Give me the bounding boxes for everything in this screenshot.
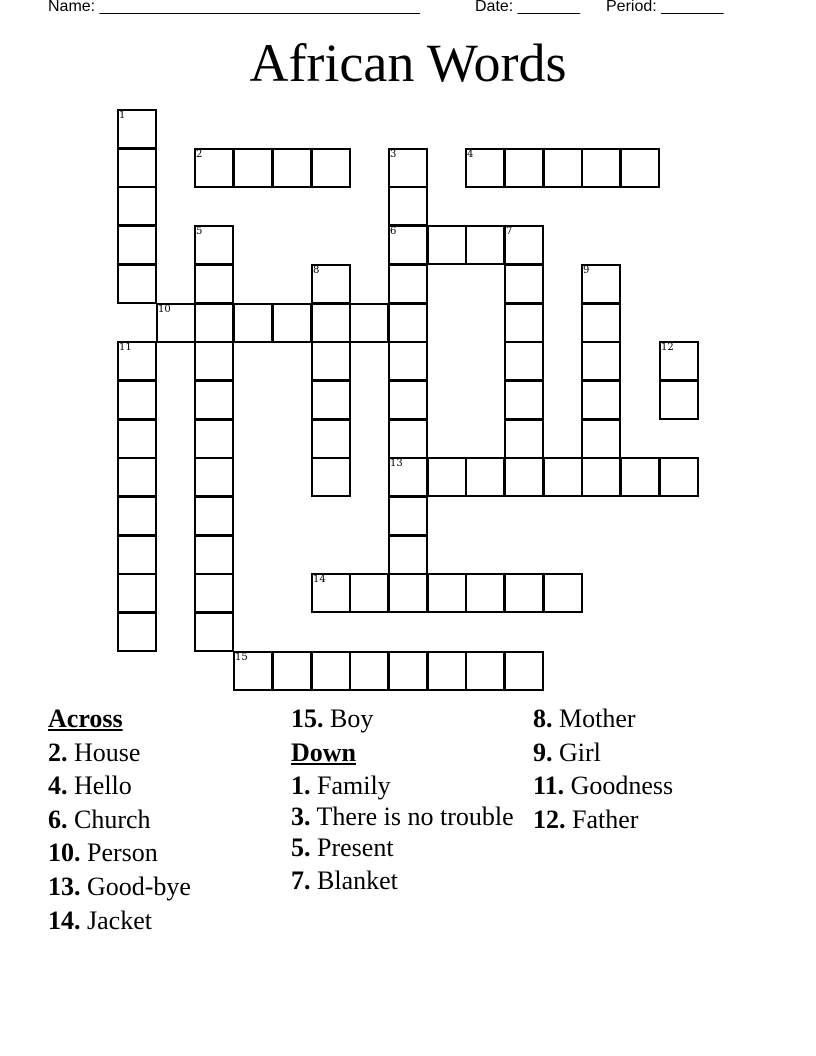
clue-down-11 xyxy=(533,769,773,803)
clue-number: 2. xyxy=(48,737,68,767)
crossword-cell[interactable] xyxy=(194,264,234,304)
crossword-cell[interactable] xyxy=(427,573,467,613)
down-heading: Down xyxy=(291,737,357,767)
period-field-label[interactable]: Period: _______ xyxy=(606,0,724,15)
clue-number: 14. xyxy=(48,905,81,935)
crossword-cell[interactable] xyxy=(117,573,157,613)
clue-across-4 xyxy=(48,769,278,803)
crossword-cell[interactable] xyxy=(504,380,544,420)
crossword-cell[interactable] xyxy=(388,573,428,613)
clue-down-7 xyxy=(291,864,523,898)
crossword-cell[interactable] xyxy=(349,303,389,343)
crossword-cell[interactable] xyxy=(504,264,544,304)
crossword-cell[interactable] xyxy=(194,380,234,420)
crossword-cell[interactable] xyxy=(117,109,157,149)
crossword-cell[interactable] xyxy=(388,225,428,265)
clue-across-10 xyxy=(48,836,278,870)
crossword-cell[interactable] xyxy=(194,341,234,381)
crossword-cell[interactable] xyxy=(194,573,234,613)
clue-number: 5. xyxy=(291,832,311,862)
clue-text: House xyxy=(74,737,141,767)
crossword-cell[interactable] xyxy=(388,186,428,226)
crossword-cell[interactable] xyxy=(117,341,157,381)
crossword-cell[interactable] xyxy=(311,380,351,420)
crossword-cell[interactable] xyxy=(388,651,428,691)
clue-number: 4. xyxy=(48,771,68,801)
crossword-cell[interactable] xyxy=(388,535,428,575)
clue-text: Father xyxy=(572,804,639,834)
crossword-cell[interactable] xyxy=(311,651,351,691)
crossword-cell[interactable] xyxy=(311,264,351,304)
crossword-cell[interactable] xyxy=(620,148,660,188)
clue-text: Girl xyxy=(559,737,601,767)
cell-number: 3 xyxy=(390,149,397,160)
crossword-cell[interactable] xyxy=(194,457,234,497)
crossword-cell[interactable] xyxy=(349,651,389,691)
cell-number: 1 xyxy=(119,110,126,121)
crossword-cell[interactable] xyxy=(117,225,157,265)
cell-number: 4 xyxy=(467,149,474,160)
crossword-cell[interactable] xyxy=(349,573,389,613)
crossword-cell[interactable] xyxy=(504,651,544,691)
clue-across-13 xyxy=(48,870,278,904)
clue-across-15 xyxy=(291,702,523,736)
clue-text: Mother xyxy=(559,704,636,733)
clue-text: Family xyxy=(317,771,391,801)
crossword-cell[interactable] xyxy=(465,148,505,188)
crossword-cell[interactable] xyxy=(427,225,467,265)
clue-down-1 xyxy=(291,769,523,803)
cell-number: 6 xyxy=(390,226,397,237)
crossword-cell[interactable] xyxy=(194,419,234,459)
cell-number: 9 xyxy=(583,265,590,276)
crossword-cell[interactable] xyxy=(543,457,583,497)
cell-number: 14 xyxy=(313,574,326,585)
clues-column-1 xyxy=(48,702,278,937)
clue-text: Hello xyxy=(74,771,132,801)
clue-text: Jacket xyxy=(87,905,152,935)
crossword-cell[interactable] xyxy=(388,264,428,304)
crossword-cell[interactable] xyxy=(117,264,157,304)
crossword-cell[interactable] xyxy=(233,148,273,188)
clue-text: Goodness xyxy=(570,771,674,801)
clue-number: 8. xyxy=(533,704,553,733)
crossword-cell[interactable] xyxy=(659,380,699,420)
crossword-cell[interactable] xyxy=(194,535,234,575)
crossword-cell[interactable] xyxy=(311,148,351,188)
crossword-cell[interactable] xyxy=(504,457,544,497)
crossword-cell[interactable] xyxy=(194,225,234,265)
clue-number: 11. xyxy=(533,771,565,801)
clue-number: 13. xyxy=(48,871,81,901)
crossword-cell[interactable] xyxy=(543,573,583,613)
crossword-cell[interactable] xyxy=(194,303,234,343)
crossword-cell[interactable] xyxy=(388,457,428,497)
cell-number: 7 xyxy=(506,226,513,237)
crossword-cell[interactable] xyxy=(388,303,428,343)
crossword-cell[interactable] xyxy=(581,264,621,304)
clue-number: 15. xyxy=(291,704,324,733)
crossword-cell[interactable] xyxy=(117,496,157,536)
crossword-cell[interactable] xyxy=(465,225,505,265)
crossword-cell[interactable] xyxy=(194,496,234,536)
clue-text: Boy xyxy=(330,704,374,733)
clue-across-6 xyxy=(48,803,278,837)
crossword-cell[interactable] xyxy=(388,148,428,188)
crossword-cell[interactable] xyxy=(504,148,544,188)
cell-number: 8 xyxy=(313,265,320,276)
crossword-cell[interactable] xyxy=(117,535,157,575)
crossword-cell[interactable] xyxy=(388,380,428,420)
crossword-cell[interactable] xyxy=(427,651,467,691)
cell-number: 2 xyxy=(196,149,203,160)
crossword-cell[interactable] xyxy=(156,303,196,343)
crossword-cell[interactable] xyxy=(543,148,583,188)
cell-number: 10 xyxy=(158,304,171,315)
clue-text: There is no trouble xyxy=(316,801,514,831)
crossword-cell[interactable] xyxy=(233,303,273,343)
crossword-cell[interactable] xyxy=(117,457,157,497)
clue-text: Present xyxy=(317,832,394,862)
crossword-cell[interactable] xyxy=(581,457,621,497)
crossword-cell[interactable] xyxy=(117,380,157,420)
crossword-cell[interactable] xyxy=(465,651,505,691)
crossword-cell[interactable] xyxy=(194,148,234,188)
cell-number: 12 xyxy=(661,342,674,353)
cell-number: 13 xyxy=(390,458,403,469)
crossword-cell[interactable] xyxy=(272,651,312,691)
crossword-cell[interactable] xyxy=(504,419,544,459)
crossword-cell[interactable] xyxy=(272,148,312,188)
crossword-cell[interactable] xyxy=(272,303,312,343)
clue-number: 9. xyxy=(533,737,553,767)
across-heading: Across xyxy=(48,704,123,733)
crossword-cell[interactable] xyxy=(504,573,544,613)
crossword-cell[interactable] xyxy=(388,341,428,381)
crossword-cell[interactable] xyxy=(659,457,699,497)
crossword-cell[interactable] xyxy=(620,457,660,497)
clue-across-2 xyxy=(48,736,278,770)
clue-down-12 xyxy=(533,803,773,837)
crossword-cell[interactable] xyxy=(311,341,351,381)
crossword-cell[interactable] xyxy=(233,651,273,691)
clue-text: Church xyxy=(74,804,151,834)
puzzle-title: African Words xyxy=(249,33,567,93)
crossword-cell[interactable] xyxy=(427,457,467,497)
crossword-cell[interactable] xyxy=(581,341,621,381)
crossword-cell[interactable] xyxy=(117,186,157,226)
crossword-cell[interactable] xyxy=(388,496,428,536)
crossword-cell[interactable] xyxy=(659,341,699,381)
crossword-cell[interactable] xyxy=(504,225,544,265)
crossword-cell[interactable] xyxy=(465,573,505,613)
crossword-cell[interactable] xyxy=(465,457,505,497)
clue-down-8 xyxy=(533,702,773,736)
crossword-cell[interactable] xyxy=(388,419,428,459)
cell-number: 11 xyxy=(119,342,132,353)
clue-number: 6. xyxy=(48,804,68,834)
clue-number: 1. xyxy=(291,771,311,801)
clue-text: Good-bye xyxy=(87,871,191,901)
cell-number: 5 xyxy=(196,226,203,237)
clue-number: 10. xyxy=(48,838,81,868)
crossword-cell[interactable] xyxy=(581,148,621,188)
name-field-label[interactable]: Name: ____________________________________ xyxy=(48,0,420,15)
student-info-header xyxy=(48,0,768,20)
date-field-label[interactable]: Date: _______ xyxy=(475,0,580,15)
crossword-cell[interactable] xyxy=(311,303,351,343)
clue-text: Blanket xyxy=(317,866,398,896)
clues-column-2 xyxy=(291,702,523,898)
crossword-cell[interactable] xyxy=(117,612,157,652)
clue-text: Person xyxy=(87,838,158,868)
crossword-cell[interactable] xyxy=(311,457,351,497)
clue-down-9 xyxy=(533,736,773,770)
clue-number: 3. xyxy=(291,801,311,831)
crossword-cell[interactable] xyxy=(311,419,351,459)
clues-column-3 xyxy=(533,702,773,836)
crossword-cell[interactable] xyxy=(194,612,234,652)
crossword-cell[interactable] xyxy=(311,573,351,613)
clue-number: 7. xyxy=(291,866,311,896)
clue-number: 12. xyxy=(533,804,566,834)
crossword-cell[interactable] xyxy=(581,303,621,343)
clue-down-3 xyxy=(291,803,523,831)
crossword-cell[interactable] xyxy=(117,419,157,459)
clue-across-14 xyxy=(48,904,278,938)
crossword-cell[interactable] xyxy=(504,303,544,343)
cell-number: 15 xyxy=(235,652,248,663)
crossword-cell[interactable] xyxy=(117,148,157,188)
crossword-cell[interactable] xyxy=(581,419,621,459)
crossword-cell[interactable] xyxy=(504,341,544,381)
clue-down-5 xyxy=(291,831,523,865)
crossword-cell[interactable] xyxy=(581,380,621,420)
